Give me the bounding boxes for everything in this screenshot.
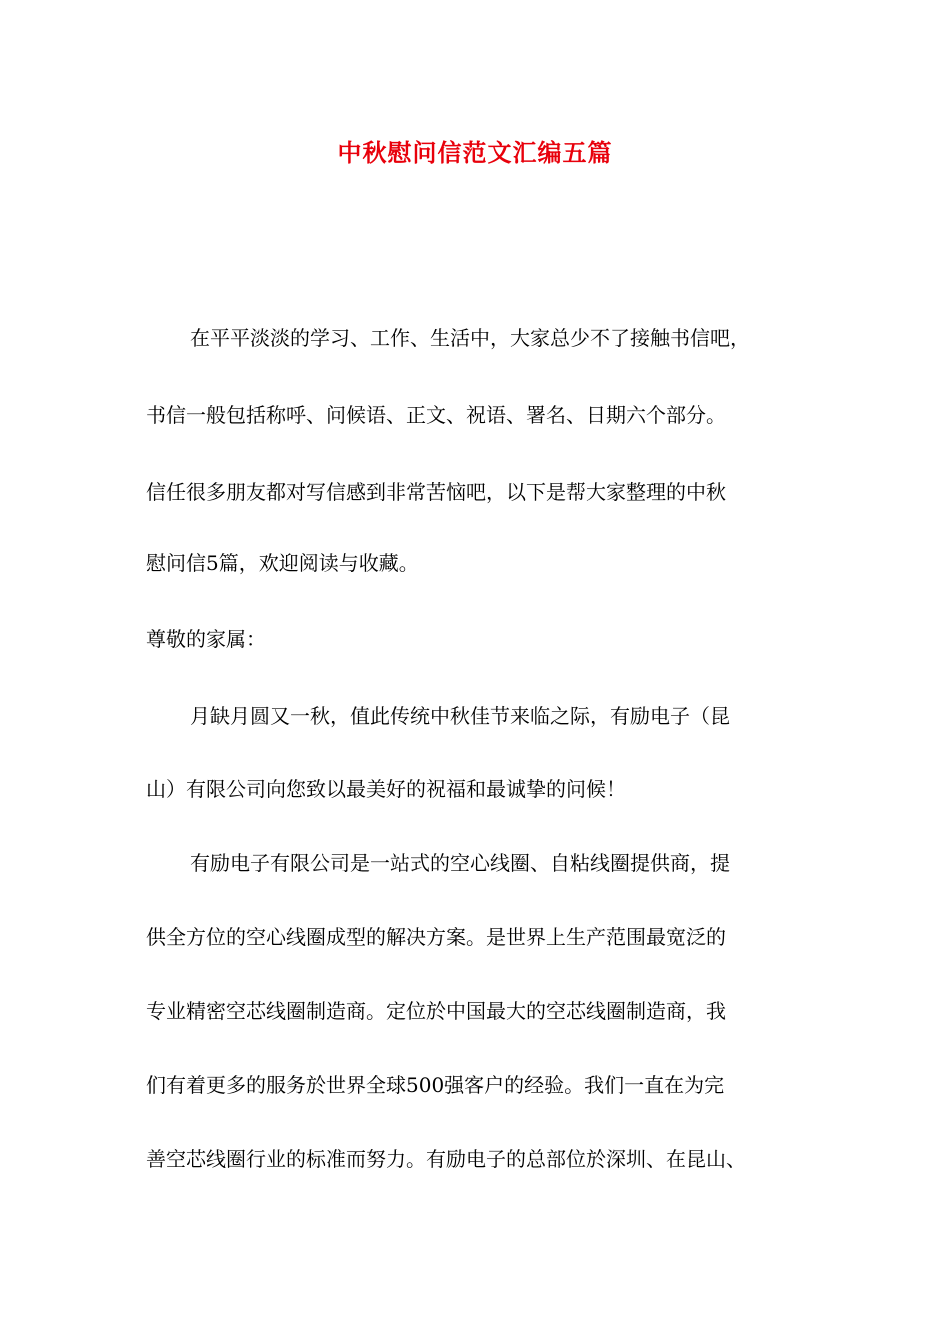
text-line: 们有着更多的服务於世界全球500强客户的经验。我们一直在为完: [146, 1073, 725, 1097]
text-line: 山）有限公司向您致以最美好的祝福和最诚挚的问候！: [146, 777, 626, 801]
text-line: 有励电子有限公司是一站式的空心线圈、自粘线圈提供商，提: [190, 851, 730, 875]
text-line: 信任很多朋友都对写信感到非常苦恼吧，以下是帮大家整理的中秋: [146, 480, 726, 504]
document-title: 中秋慰问信范文汇编五篇: [337, 138, 613, 167]
text-line: 月缺月圆又一秋，值此传统中秋佳节来临之际，有励电子（昆: [190, 704, 730, 728]
salutation: 尊敬的家属：: [146, 627, 266, 651]
text-line: 在平平淡淡的学习、工作、生活中，大家总少不了接触书信吧，: [190, 326, 750, 350]
text-line: 专业精密空芯线圈制造商。定位於中国最大的空芯线圈制造商，我: [146, 999, 726, 1023]
text-line: 供全方位的空心线圈成型的解决方案。是世界上生产范围最宽泛的: [146, 925, 726, 949]
text-line: 善空芯线圈行业的标准而努力。有励电子的总部位於深圳、在昆山、: [146, 1147, 746, 1171]
text-line: 书信一般包括称呼、问候语、正文、祝语、署名、日期六个部分。: [146, 403, 726, 427]
text-line: 慰问信5篇，欢迎阅读与收藏。: [146, 551, 419, 575]
